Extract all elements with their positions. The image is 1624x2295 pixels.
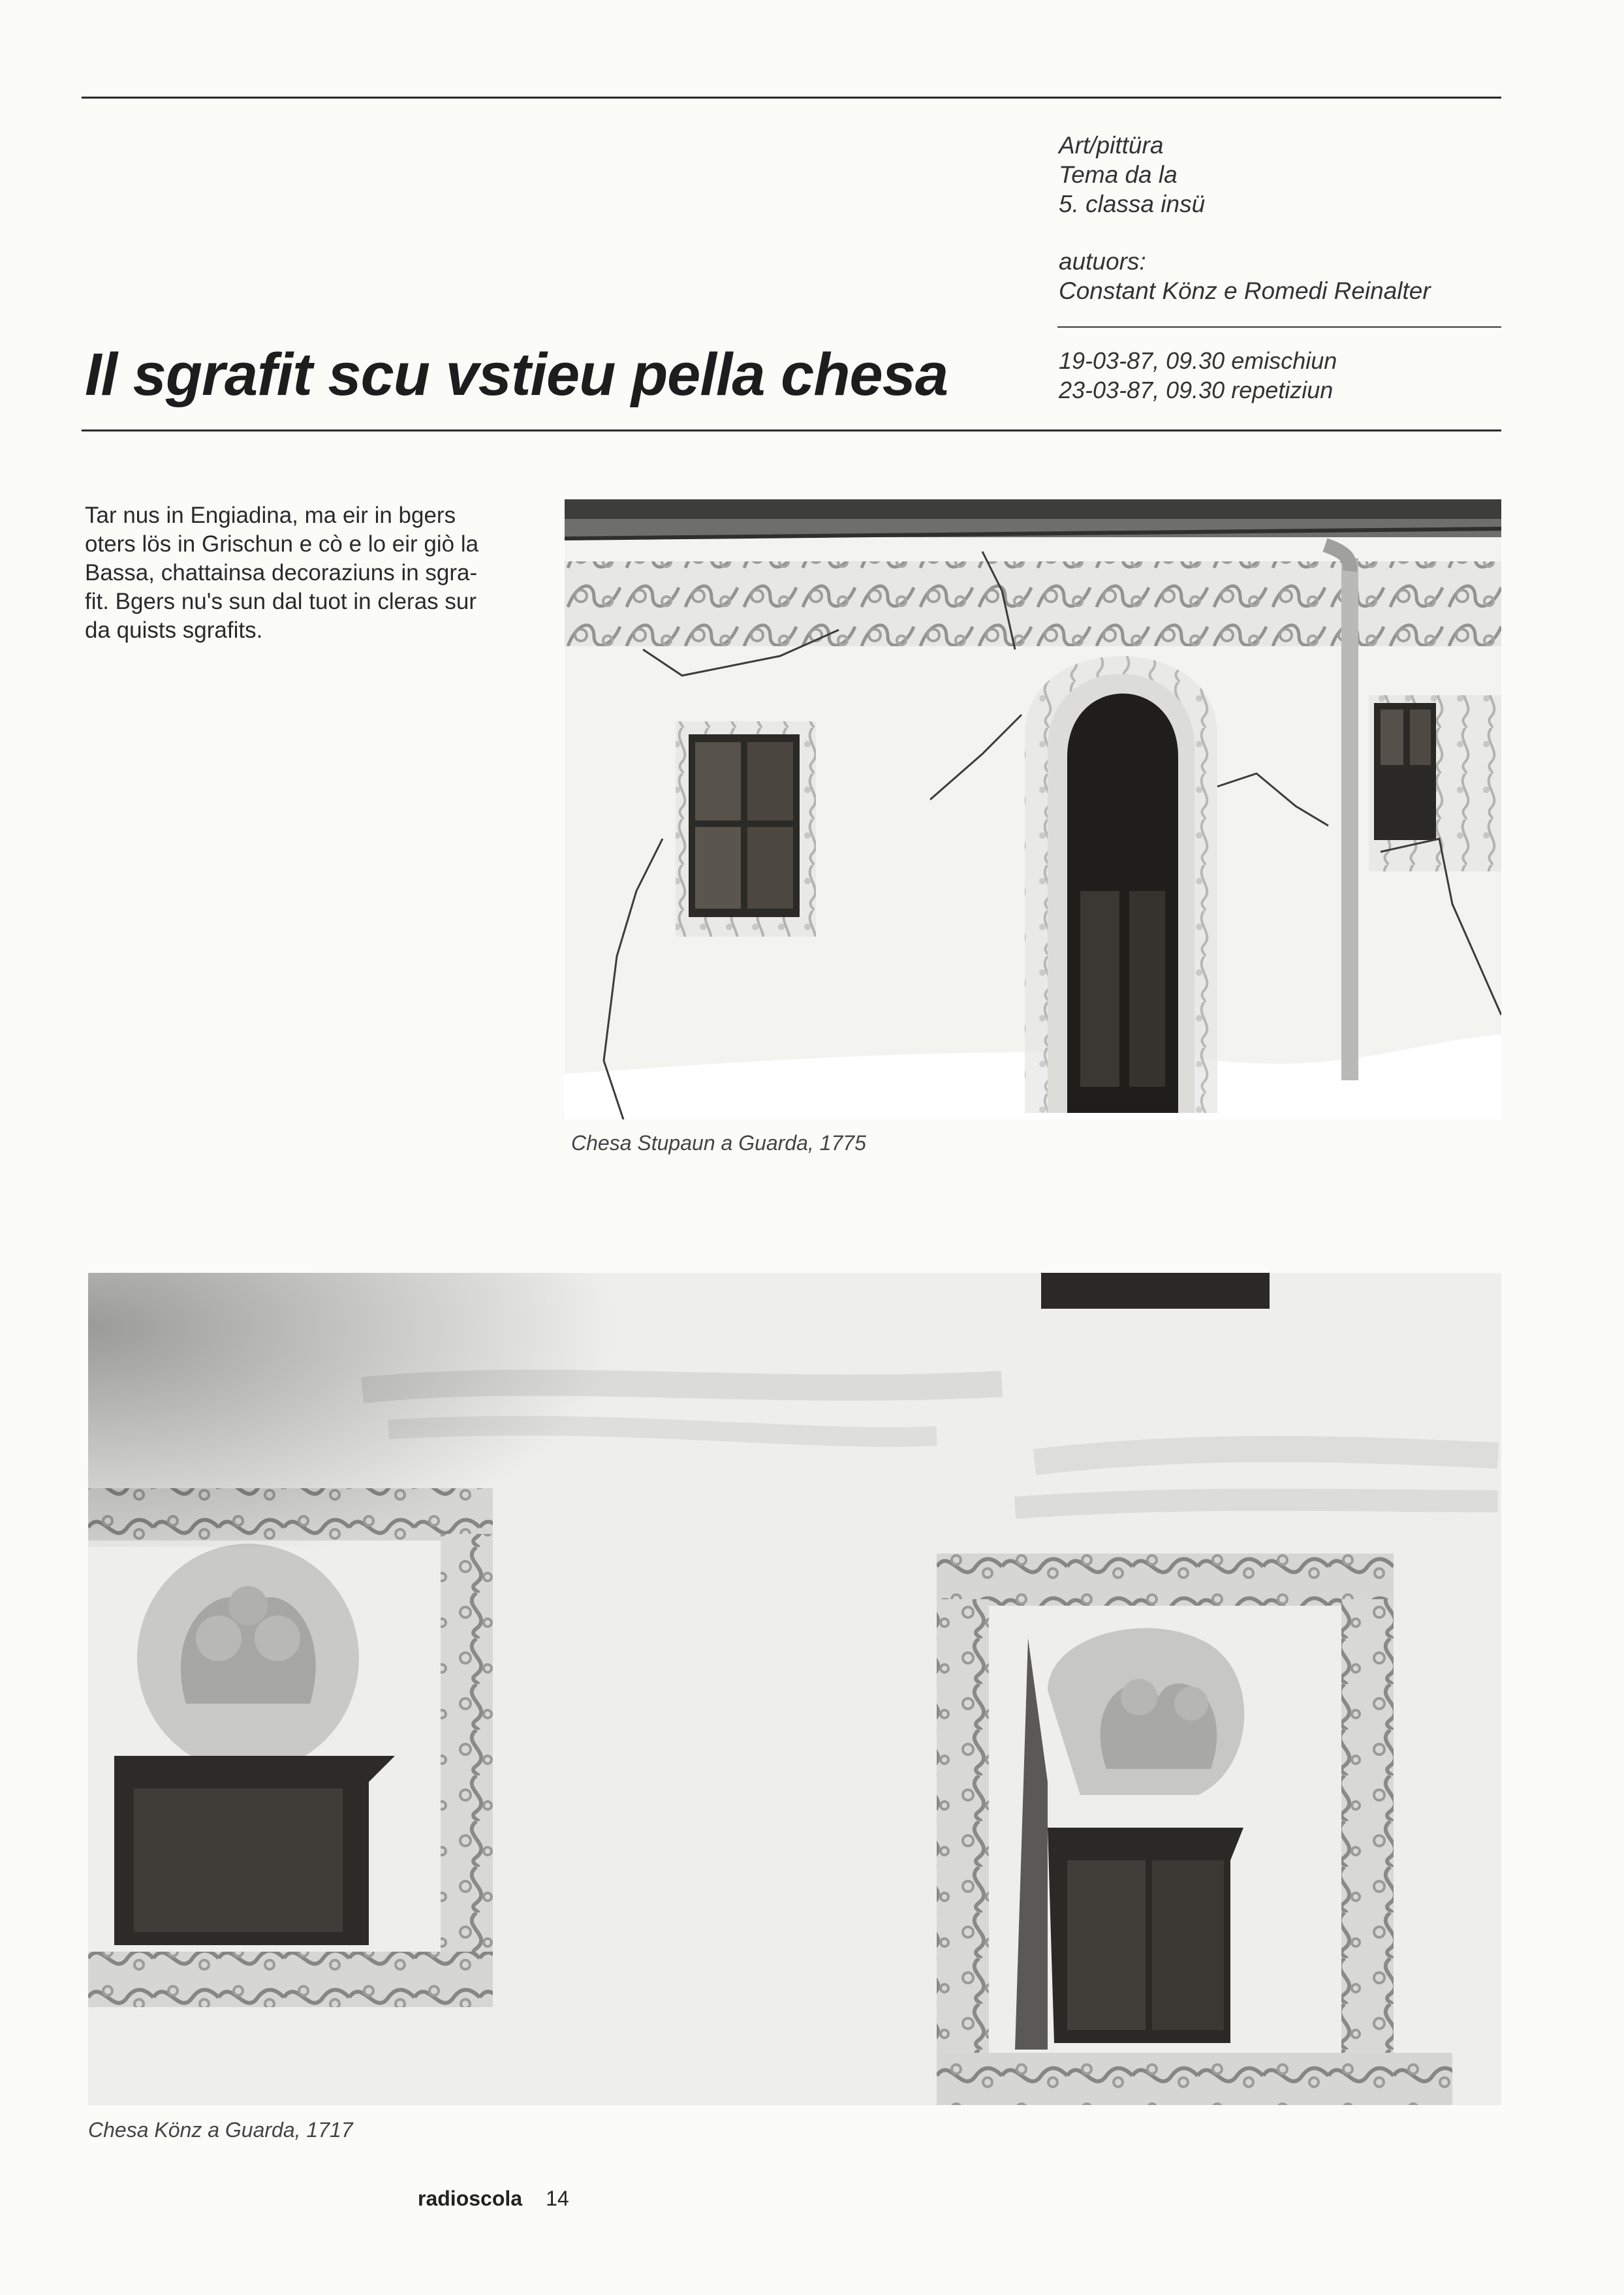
photo-chesa-koenz-drawing [88, 1273, 1501, 2105]
photo2-caption: Chesa Könz a Guarda, 1717 [88, 2118, 353, 2142]
photo-chesa-stupaun-drawing [565, 499, 1501, 1119]
broadcast-dates [1059, 346, 1337, 405]
authors-block [1059, 247, 1431, 305]
article-title: Il sgrafit scu vstieu pella chesa [85, 341, 948, 408]
page-number: 14 [546, 2187, 569, 2210]
subject-label: Art/pittüra [1059, 132, 1164, 159]
broadcast-date-2: 23-03-87, 09.30 repetiziun [1059, 377, 1334, 403]
authors-label: autuors: [1059, 248, 1146, 275]
authors-names: Constant Könz e Romedi Reinalter [1059, 277, 1431, 304]
broadcast-date-1: 19-03-87, 09.30 emischiun [1059, 347, 1337, 374]
photo1-caption: Chesa Stupaun a Guarda, 1775 [571, 1131, 866, 1155]
intro-line: Tar nus in Engiadina, ma eir in bgers [85, 503, 456, 528]
meta-divider [1057, 326, 1501, 328]
photo-chesa-koenz [88, 1273, 1501, 2105]
footer-brand: radioscola [418, 2187, 523, 2210]
intro-line: Bassa, chattainsa decoraziuns in sgra- [85, 560, 478, 585]
photo-chesa-stupaun [565, 499, 1501, 1119]
intro-line: fit. Bgers nu's sun dal tuot in cleras sur [85, 589, 477, 614]
intro-line: oters lös in Grischun e cò e lo eir giò la [85, 531, 479, 557]
header-meta [1059, 131, 1205, 219]
title-rule [82, 429, 1501, 431]
level-label: 5. classa insü [1059, 191, 1206, 217]
page-footer [418, 2187, 569, 2211]
intro-paragraph [85, 501, 535, 645]
intro-line: da quists sgrafits. [85, 617, 263, 643]
topic-label: Tema da la [1059, 161, 1178, 188]
top-rule [82, 97, 1501, 99]
